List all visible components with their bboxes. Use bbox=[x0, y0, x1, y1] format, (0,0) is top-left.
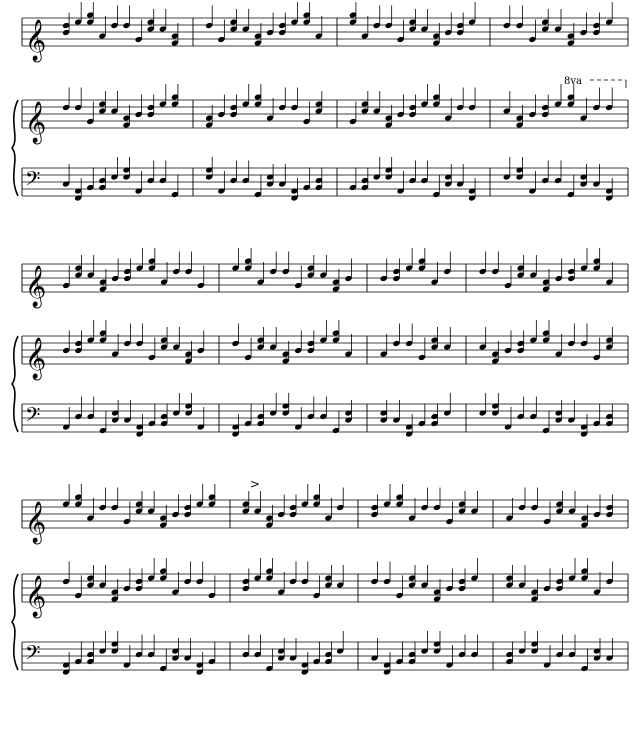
staff-treble bbox=[22, 248, 628, 308]
staff-treble bbox=[22, 84, 628, 144]
treble-clef-icon: 𝄞 bbox=[25, 266, 47, 307]
systems-layer bbox=[12, 2, 628, 676]
staff-treble bbox=[22, 484, 628, 544]
ottava-mark: 8va bbox=[564, 76, 582, 87]
treble-clef-icon: 𝄞 bbox=[25, 576, 47, 617]
system bbox=[12, 2, 628, 202]
treble-clef-icon: 𝄞 bbox=[25, 20, 47, 61]
staff-bass bbox=[22, 631, 628, 676]
system bbox=[12, 248, 628, 438]
accent-mark: > bbox=[250, 477, 261, 491]
piano-brace bbox=[12, 336, 18, 432]
staff-treble bbox=[22, 320, 628, 380]
staff-treble bbox=[22, 2, 628, 62]
piano-brace bbox=[12, 574, 18, 670]
piano-brace bbox=[12, 100, 18, 196]
staff-bass bbox=[22, 157, 628, 202]
bass-clef-icon: 𝄢 bbox=[25, 403, 41, 431]
treble-clef-icon: 𝄞 bbox=[25, 502, 47, 543]
system bbox=[12, 484, 628, 676]
treble-clef-icon: 𝄞 bbox=[25, 102, 47, 143]
marks-layer bbox=[250, 76, 626, 491]
staff-bass bbox=[22, 393, 628, 438]
bass-clef-icon: 𝄢 bbox=[25, 641, 41, 669]
bass-clef-icon: 𝄢 bbox=[25, 167, 41, 195]
staff-treble bbox=[22, 558, 628, 618]
treble-clef-icon: 𝄞 bbox=[25, 338, 47, 379]
